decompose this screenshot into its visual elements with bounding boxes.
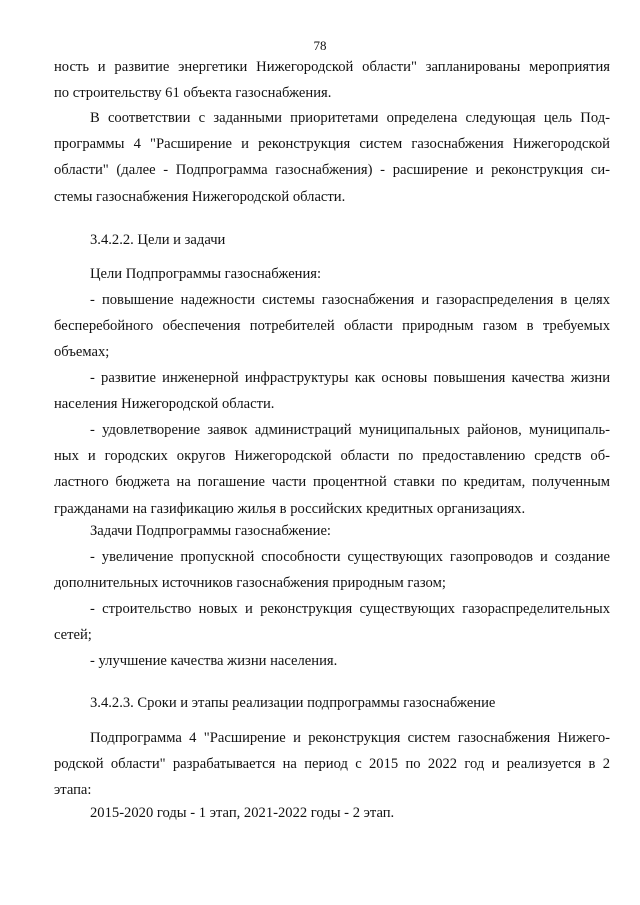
intro-paragraph	[54, 54, 610, 106]
goal-item-2	[54, 365, 610, 417]
text-line: ных и городских округов Нижегородской области по предоставлению средств об-	[54, 448, 610, 465]
page-number: 78	[313, 38, 327, 53]
tasks-label: Задачи Подпрограммы газоснабжение:	[90, 523, 331, 539]
text-line: области" (далее - Подпрограмма газоснабжения) - расширение и реконструкция си-	[54, 162, 610, 179]
text-line: гражданами на газификацию жилья в российских кредитных организациях.	[54, 500, 526, 517]
text-line: В соответствии с заданными приоритетами определена следующая цель Под-	[90, 110, 610, 126]
task-item-2	[54, 596, 610, 648]
text-line: стемы газоснабжения Нижегородской области.	[54, 188, 346, 205]
text-line: по строительству 61 объекта газоснабжения.	[54, 85, 332, 102]
text-line: - повышение надежности системы газоснабжения и газораспределения в целях	[90, 292, 610, 308]
goal-paragraph	[54, 105, 610, 210]
section-heading-goals: 3.4.2.2. Цели и задачи	[90, 232, 226, 248]
task-item-3: - улучшение качества жизни населения.	[90, 653, 338, 669]
text-line: Подпрограмма 4 "Расширение и реконструкция систем газоснабжения Нижего-	[90, 730, 610, 746]
terms-paragraph	[54, 725, 610, 804]
text-line: ластного бюджета на погашение части процентной ставки по кредитам, полученным	[54, 474, 610, 491]
goal-item-1	[54, 287, 610, 366]
goal-item-3	[54, 417, 610, 522]
text-line: бесперебойного обеспечения потребителей области природным газом в требуемых	[54, 318, 610, 335]
text-line: - развитие инженерной инфраструктуры как основы повышения качества жизни	[90, 370, 610, 386]
stages-line: 2015-2020 годы - 1 этап, 2021-2022 годы - 2 этап.	[90, 805, 395, 821]
text-line: программы 4 "Расширение и реконструкция систем газоснабжения Нижегородской	[54, 136, 610, 153]
text-line: объемах;	[54, 344, 110, 361]
section-heading-terms: 3.4.2.3. Сроки и этапы реализации подпрограммы газоснабжение	[90, 695, 496, 711]
text-line: дополнительных источников газоснабжения природным газом;	[54, 575, 446, 592]
goals-label: Цели Подпрограммы газоснабжения:	[90, 266, 322, 282]
text-line: - строительство новых и реконструкция существующих газораспределительных	[90, 601, 610, 617]
text-line: ность и развитие энергетики Нижегородской области" запланированы мероприятия	[54, 59, 610, 75]
text-line: - увеличение пропускной способности существующих газопроводов и создание	[90, 549, 610, 565]
task-item-1	[54, 544, 610, 596]
text-line: населения Нижегородской области.	[54, 396, 275, 413]
text-line: сетей;	[54, 627, 92, 644]
text-line: этапа:	[54, 782, 92, 799]
text-line: родской области" разрабатывается на период с 2015 по 2022 год и реализуется в 2	[54, 756, 610, 773]
text-line: - удовлетворение заявок администраций муниципальных районов, муниципаль-	[90, 422, 610, 438]
